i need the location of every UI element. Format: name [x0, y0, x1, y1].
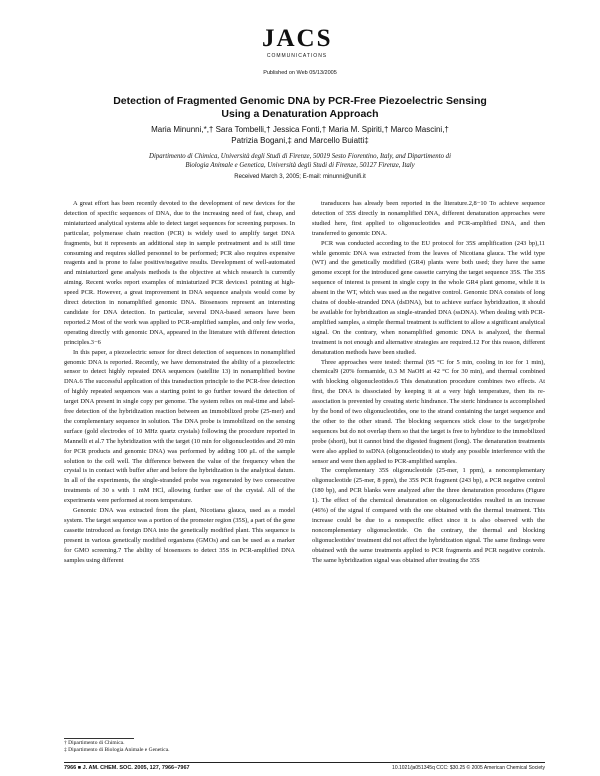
body-paragraph: The complementary 35S oligonucleotide (25-mer, 1 ppm), a noncomplementary oligonucleotide (25-mer, 8 ppm), the 35S PCR fragment (243 bp), a PCR negative control (180 bp), and PCR blanks were analyzed after the three denaturation procedures (Figure 1). The effect of the chemical denaturation on oligonucleotides resulted in an increase (46%) of the signal if compared with the one obtained with the thermal treatment. This increase could be due to a nonspecific effect since it is also observed with the noncomplementary oligonucleotide. On the contrary, the thermal and blocking oligonucleotides' treatment did not affect the hybridization signal. The same findings were obtained with the same treatments applied to PCR fragments and PCR negative controls. The same hybridization signal was obtained after treating the 35S [312, 467, 545, 564]
body-paragraph: transducers has already been reported in the literature.2,8−10 To achieve sequence detection of 35S directly in nonamplified DNA, different denaturation approaches were studied here, first applied to oligonucleotides and PCR-amplified DNA, and then transferred to genomic DNA. [312, 200, 545, 237]
received-date: Received March 3, 2005; E-mail: minunni@unifi.it [234, 174, 366, 180]
affiliation-line-1: Dipartimento di Chimica, Università degli Studi di Firenze, 50019 Sesto Fiorentino, Italy, and Dipartimento di [149, 153, 451, 160]
body-paragraph: Three approaches were tested: thermal (95 °C for 5 min, cooling in ice for 1 min), chemical9 (20% formamide, 0.3 M NaOH at 42 °C for 30 min), and thermal combined with blocking oligonucleotides.6 This denaturation procedure combines two effects. At first, the DNA is dissociated by keeping it at a very high temperature, then its re-association is prevented by creating steric hindrance. The steric hindrance is accomplished by the bond of two oligonucleotides, one to the strand containing the target sequence and the other to the other strand. The blocking sequences stick close to the target/probe sequences but do not overlap them so that the target is free to hybridize to the immobilized probe (short), but it cannot bind the digested fragment (long). The denaturation treatments were also applied to ssDNA (oligonucleotides) to study any possible interference with the sensor and were then applied to PCR-amplified samples. [312, 358, 545, 465]
journal-logo-text: JACS [262, 25, 333, 52]
affiliation [110, 152, 490, 170]
footnote: † Dipartimento di Chimica. [64, 740, 125, 746]
author-list [100, 124, 500, 146]
article-title-line-1: Detection of Fragmented Genomic DNA by PCR-Free Piezoelectric Sensing [113, 95, 487, 107]
footnote: ‡ Dipartimento di Biologia Animale e Genetica. [64, 747, 170, 753]
body-paragraph: In this paper, a piezoelectric sensor for direct detection of sequences in nonamplified genomic DNA is reported. Recently, we have demonstrated the ability of a piezoelectric sensor to detect highly repeated DNA sequences (satellite 13) in nonamplified bovine DNA.6 The successful application of this transduction principle to the PCR-free detection of highly repeated sequences was a starting point to go further toward the detection of target DNA present in single copy per genome. The system relies on real-time and label-free detection of the hybridization reaction between an immobilized probe (25-mer) and the complementary sequence in solution. The DNA probe is immobilized on the sensing surface (gold electrodes of 10 MHz quartz crystals) following the procedure reported in Mannelli et al.7 The hybridization with the target (10 min for oligonucleotides and 20 min for PCR products and genomic DNA) was performed by adding 100 μL of the sample solution to the cell well. The difference between the value of the frequency when the crystal is in contact with buffer after and before the hybridization is the analytical datum. In all of the experiments, the single-stranded probe was regenerated by two consecutive treatments of 30 s with 1 mM HCl, allowing further use of the crystal. All of the experiments were performed at room temperature. [64, 348, 295, 505]
right-column [312, 199, 545, 566]
affiliation-line-2: Biologia Animale e Genetica, Università degli Studi di Firenze, 50127 Firenze, Italy [185, 162, 415, 169]
published-date: Published on Web 05/13/2005 [263, 70, 337, 76]
author-line-2: Patrizia Bogani,‡ and Marcello Buiatti‡ [231, 136, 369, 145]
footnotes [64, 740, 295, 754]
footer-divider [64, 762, 545, 763]
journal-logo-subtitle: COMMUNICATIONS [266, 53, 328, 59]
article-title [80, 95, 520, 120]
body-paragraph: A great effort has been recently devoted to the development of new devices for the detection of specific sequences of DNA, due to the increasing need of fast, cheap, and miniaturized analytical systems able to detect target sequences for screening purposes. In particular, polymerase chain reaction (PCR) is widely used to amplify target DNA fragments, but it represents an additional step in sample pretreatment and is still time consuming and requires skilled personnel to be performed; PCR also requires expensive reagents and is prone to false positive/negative results. Development of well-automated and miniaturized gene analysis methods is the objective at which research is currently aiming. Recent works report examples of miniaturized PCR devices1 pointing at high-speed PCR. However, a great improvement in DNA sequence analysis would come by direct detection in nonamplified genomic DNA. Biosensors represent an interesting candidate for DNA detection. In particular, several DNA-based sensors have been reported.2 Most of the work was applied to PCR-amplified samples, and only few works, operating directly with genomic DNA, appeared in the literature with different detection principles.3−6 [64, 200, 295, 346]
journal-logo [262, 26, 332, 59]
article-title-line-2: Using a Denaturation Approach [221, 107, 379, 120]
doi-copyright: 10.1021/ja051345q CCC: $30.25 © 2005 American Chemical Society [392, 765, 545, 771]
footnote-divider [64, 738, 134, 739]
body-paragraph: Genomic DNA was extracted from the plant, Nicotiana glauca, used as a model system. The target sequence was a portion of the promoter region (35S), a part of the gene cassette introduced as foreign DNA into the genetically modified plant. This sequence is present in various genetically modified organisms (GMOs) and can be used as a marker for GMO screening.7 The ability of biosensors to detect 35S in PCR-amplified DNA samples using different [64, 507, 295, 564]
author-line-1: Maria Minunni,*,† Sara Tombelli,† Jessica Fonti,† Maria M. Spiriti,† Marco Mascini,† [151, 125, 449, 134]
body-paragraph: PCR was conducted according to the EU protocol for 35S amplification (243 bp),11 while genomic DNA was extracted from the leaves of Nicotiana glauca. The wild type (WT) and the genetically modified (GR4) plants were both used; they have the same genome except for the introduced gene cassette carrying the target sequence 35S. The 35S sequence of interest is present in single copy in the whole GR4 plant genome, while it is absent in the WT, which was used as the negative control. Genomic DNA consists of long chains of double-stranded DNA (dsDNA), but to achieve surface hybridization, it should be available for hybridization as single-stranded DNA (ssDNA). When dealing with PCR-amplified samples, a simple thermal treatment is sufficient to allow a significant analytical signal. On the contrary, when nonamplified genomic DNA is analyzed, the thermal treatment is not enough and alternative strategies are required.12 For this reason, different denaturation methods have been studied. [312, 239, 545, 356]
left-column [64, 199, 295, 566]
journal-citation: 7966 ■ J. AM. CHEM. SOC. 2005, 127, 7966−7967 [64, 765, 190, 771]
